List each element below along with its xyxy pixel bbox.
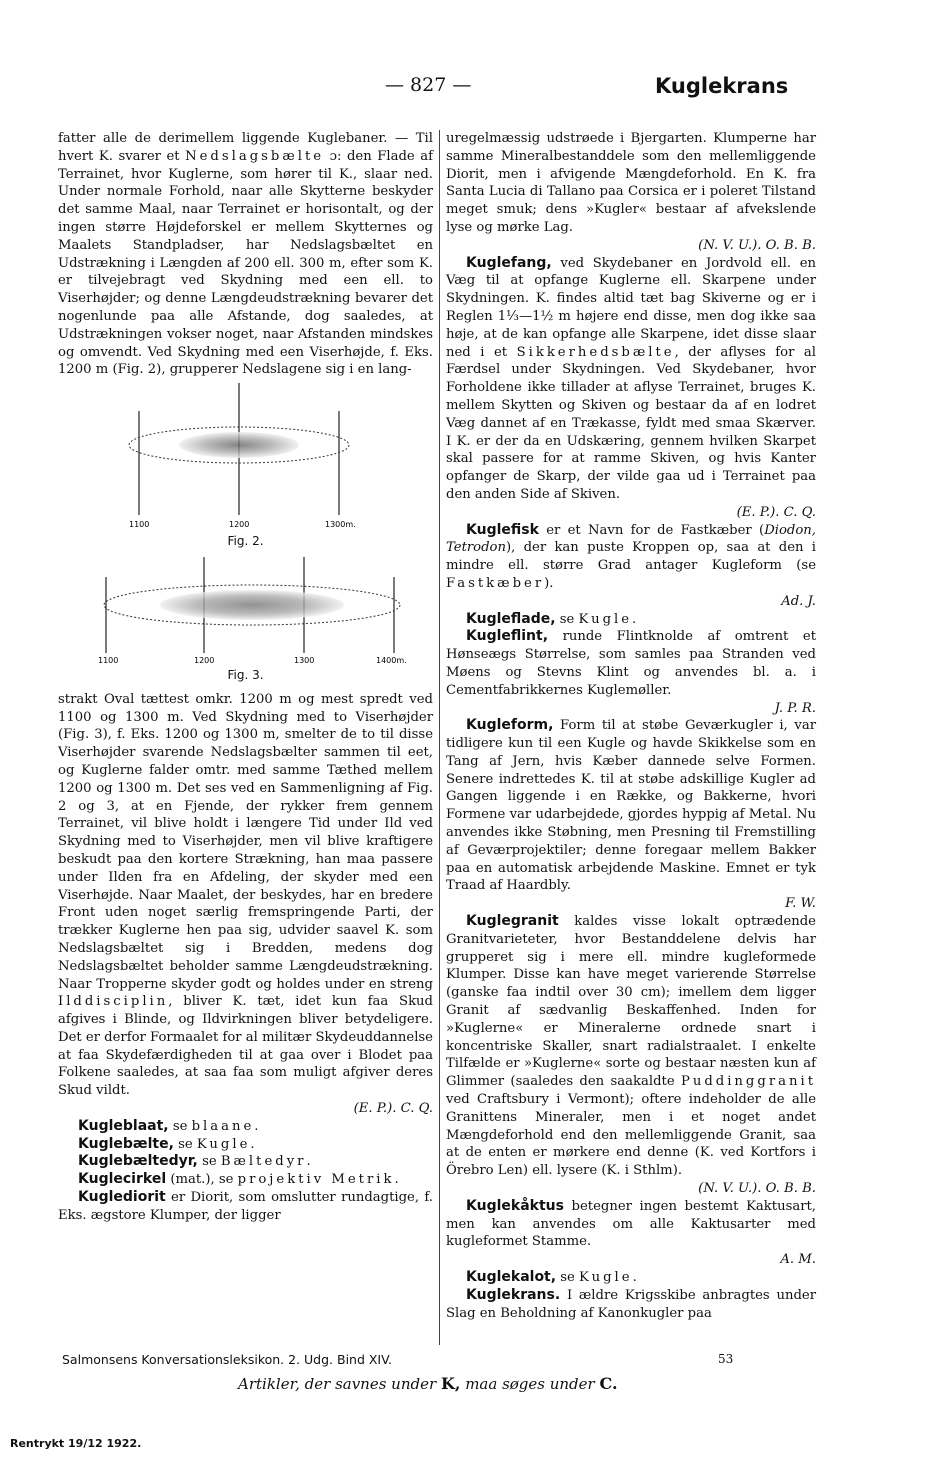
entry-kuglekrans: Kuglekrans. I ældre Krigsskibe anbragtes under Slag en Beholdning af Kanonkugler paa bbox=[446, 1286, 816, 1321]
signature: (E. P.). C. Q. bbox=[736, 504, 816, 520]
running-head-keyword: Kuglekrans bbox=[655, 74, 789, 98]
signature: (N. V. U.). O. B. B. bbox=[698, 237, 816, 253]
footer-sheet-number: 53 bbox=[718, 1352, 734, 1366]
signature: Ad. J. bbox=[781, 593, 816, 609]
column-divider bbox=[439, 130, 440, 1345]
figure-3-diagram bbox=[76, 557, 416, 667]
entry-kuglebaeltedyr: Kuglebæltedyr, se Bæltedyr. bbox=[78, 1153, 311, 1170]
fig3-tick-1100: 1100 bbox=[97, 655, 118, 665]
footer-note: Artikler, der savnes under K, maa søges under C. bbox=[238, 1374, 618, 1393]
entry-kuglefang: Kuglefang, ved Skydebaner en Jordvold ell. en Væg til at opfange Kuglerne ell. Skarpene under Skydningen. K. findes altid tæt bag Skiverne og er i Reglen 1⅓—1½ m højere end disse, men dog ikke saa høje, at de kan opfange alle Skarpene, idet disse slaar ned i et Sikkerhedsbælte, der aflyses for al Færdsel under Skydningen. Ved Skydebaner, hvor Forholdene ikke tillader at aflyse Terrainet, bruges K. mellem Skytten og Skiven og bestaar da af en lodret Væg dannet af en Trækasse, fyldt med smaa Skærver. I K. er der da en Udskæring, gennem hvilken Skarpet skal passere for at ramme Skiven, og hvis Kanter opfanger de Skarp, der vilde gaa ud i Terrainet paa den anden Side af Skiven. bbox=[446, 254, 816, 502]
signature: F. W. bbox=[785, 896, 816, 912]
fig3-impact-cluster bbox=[160, 590, 344, 620]
entry-kugleform: Kugleform, Form til at støbe Geværkugler i, var tidligere kun til een Kugle og havde Skikkelse som en Tang af Jern, hvis Kæber dannede selve Formen. Senere indrettedes K. til at støbe adskillige Kugler ad Gangen liggende i en Række, og Bakkerne, hvori Formene var udarbejdede, gjordes hyppig af Metal. Nu anvendes ikke Støbning, men Presning til Fremstilling af Geværprojektiler; denne foregaar mellem Bakker paa en automatisk arbejdende Maskine. Emnet er tyk Traad af Haardbly. bbox=[446, 717, 816, 894]
entry-kuglekaktus: Kuglekåktus betegner ingen bestemt Kaktusart, men kan anvendes om alle Kaktusarter med kugleformet Stamme. bbox=[446, 1197, 816, 1250]
figure-2-diagram bbox=[121, 383, 371, 533]
signature: (N. V. U.). O. B. B. bbox=[698, 1181, 816, 1197]
fig2-tick-1300: 1300m. bbox=[324, 520, 356, 530]
page-number: — 827 — bbox=[385, 74, 472, 96]
footer-source: Salmonsens Konversationsleksikon. 2. Udg. Bind XIV. bbox=[62, 1352, 393, 1367]
fig3-tick-1400: 1400m. bbox=[375, 655, 407, 665]
figure-2-caption: Fig. 2. bbox=[227, 534, 264, 549]
entry-kuglekalot: Kuglekalot, se Kugle. bbox=[466, 1269, 637, 1285]
fig3-tick-1300: 1300 bbox=[293, 655, 314, 665]
entry-kugleblaat: Kugleblaat, se blaane. bbox=[78, 1117, 259, 1134]
right-column bbox=[446, 130, 816, 1322]
article-kuglekrans-continued: fatter alle de derimellem liggende Kuglebaner. — Til hvert K. svarer et Nedslagsbælte ɔ: den Flade af Terrainet, hvor Kuglerne, som hører til K., slaar ned. Under normale Forhold, naar alle Skytterne beskyder det samme Maal, naar Terrainet er horisontalt, og der ingen større Højdeforskel er mellem Skytternes og Maalets Standpladser, har Nedslagsbæltet en Udstrækning i Længden af 200 ell. 300 m, efter som K. er tilvejebragt ved Skydning med een ell. to Viserhøjder; og denne Længdeudstrækning bevarer det nogenlunde paa alle Afstande, dog saaledes, at Udstrækningen vokser noget, naar Afstanden mindskes og omvendt. Ved Skydning med een Viserhøjde, f. Eks. 1200 m (Fig. 2), grupperer Nedslagene sig i en lang- bbox=[58, 131, 433, 378]
entry-kuglediorit-continued: uregelmæssig udstrøede i Bjergarten. Klumperne har samme Mineralbestanddele som den mellemliggende Diorit, men i afvigende Mængdeforhold. En K. fra Santa Lucia di Tallano paa Corsica er i poleret Tilstand meget smuk; dens »Kugler« bestaar af afvekslende lyse og mørke Lag. bbox=[446, 131, 816, 235]
entry-kuglefisk: Kuglefisk er et Navn for de Fastkæber (Diodon, Tetrodon), der kan puste Kroppen op, saa at den i mindre ell. større Grad antager Kugleform (se Fastkæber). bbox=[446, 521, 816, 591]
article-kuglekrans-continued-2: strakt Oval tættest omkr. 1200 m og mest spredt ved 1100 og 1300 m. Ved Skydning med to Viserhøjder (Fig. 3), f. Eks. 1200 og 1300 m, smelter de to til disse Viserhøjder svarende Nedslagsbælter sammen til eet, og Kuglerne falder omtr. med samme Tæthed mellem 1200 og 1300 m. Det ses ved en Sammenligning af Fig. 2 og 3, at en Fjende, der rykker frem gennem Terrainet, vil blive holdt i længere Tid under Ild ved Skydning med to Viserhøjder, men vil blive kraftigere beskudt paa den kortere Strækning, han maa passere under Ilden fra en Afdeling, der skyder med een Viserhøjde. Naar Maalet, der beskydes, har en bredere Front uden noget særlig fremspringende Parti, der trækker Kuglerne hen paa sig, udvider saavel K. som Nedslagsbæltet sig i Bredden, medens dog Nedslagsbæltet beholder samme Længdeudstrækning. Naar Tropperne skyder godt og holdes under en streng Ilddisciplin, bliver K. tæt, idet kun faa Skud afgives i Blinde, og Ildvirkningen bliver betydeligere. Det er derfor Formaalet for al militær Skydeuddannelse at faa Skydefærdigheden til at gaa over i Blodet paa Folkene saaledes, at saa faa som muligt afgiver deres Skud vildt. bbox=[58, 691, 433, 1099]
entry-kuglediorit: Kuglediorit er Diorit, som omslutter rundagtige, f. Eks. ægstore Klumper, der ligger bbox=[58, 1189, 433, 1223]
entry-kuglecirkel: Kuglecirkel (mat.), se projektiv Metrik. bbox=[78, 1171, 399, 1188]
entry-kuglebaelte: Kuglebælte, se Kugle. bbox=[78, 1135, 255, 1152]
signature: (E. P.). C. Q. bbox=[353, 1101, 433, 1117]
figure-3-caption: Fig. 3. bbox=[227, 667, 264, 682]
fig3-tick-1200: 1200 bbox=[193, 655, 214, 665]
print-date: Rentrykt 19/12 1922. bbox=[10, 1437, 142, 1450]
signature: J. P. R. bbox=[774, 700, 816, 716]
entry-kuglegranit: Kuglegranit kaldes visse lokalt optrædende Granitvarieteter, hvor Bestanddelene delvis har grupperet sig i mere ell. mindre kugleformede Klumper. Disse kan have meget varierende Størrelse (ganske faa indtil over 30 cm); imellem dem ligger Granit af sædvanlig Beskaffenhed. Inden for »Kuglerne« er Mineralerne ordnede snart i koncentriske Skaller, snart radialstraalet. I enkelte Tilfælde er »Kuglerne« sorte og bestaar næsten kun af Glimmer (saaledes den saakaldte Puddinggranit ved Craftsbury i Vermont); oftere indeholder de alle Granittens Mineraler, men i et noget andet Mængdeforhold end den mellemliggende Granit, saa at de enten er mørkere end denne (K. ved Kortfors i Örebro Len) ell. lysere (K. i Sthlm). bbox=[446, 913, 816, 1179]
left-column bbox=[58, 130, 433, 1225]
fig2-tick-1200: 1200 bbox=[228, 520, 249, 530]
fig2-tick-1100: 1100 bbox=[128, 520, 149, 530]
fig2-impact-cluster bbox=[179, 432, 299, 458]
entry-kugleflade: Kugleflade, se Kugle. bbox=[466, 610, 637, 627]
signature: A. M. bbox=[780, 1252, 816, 1268]
entry-kugleflint: Kugleflint, runde Flintknolde af omtrent et Hønseægs Størrelse, som samles paa Stranden ved Møens og Stevns Klint og anvendes bl. a. i Cementfabrikkernes Kuglemøller. bbox=[446, 628, 816, 698]
